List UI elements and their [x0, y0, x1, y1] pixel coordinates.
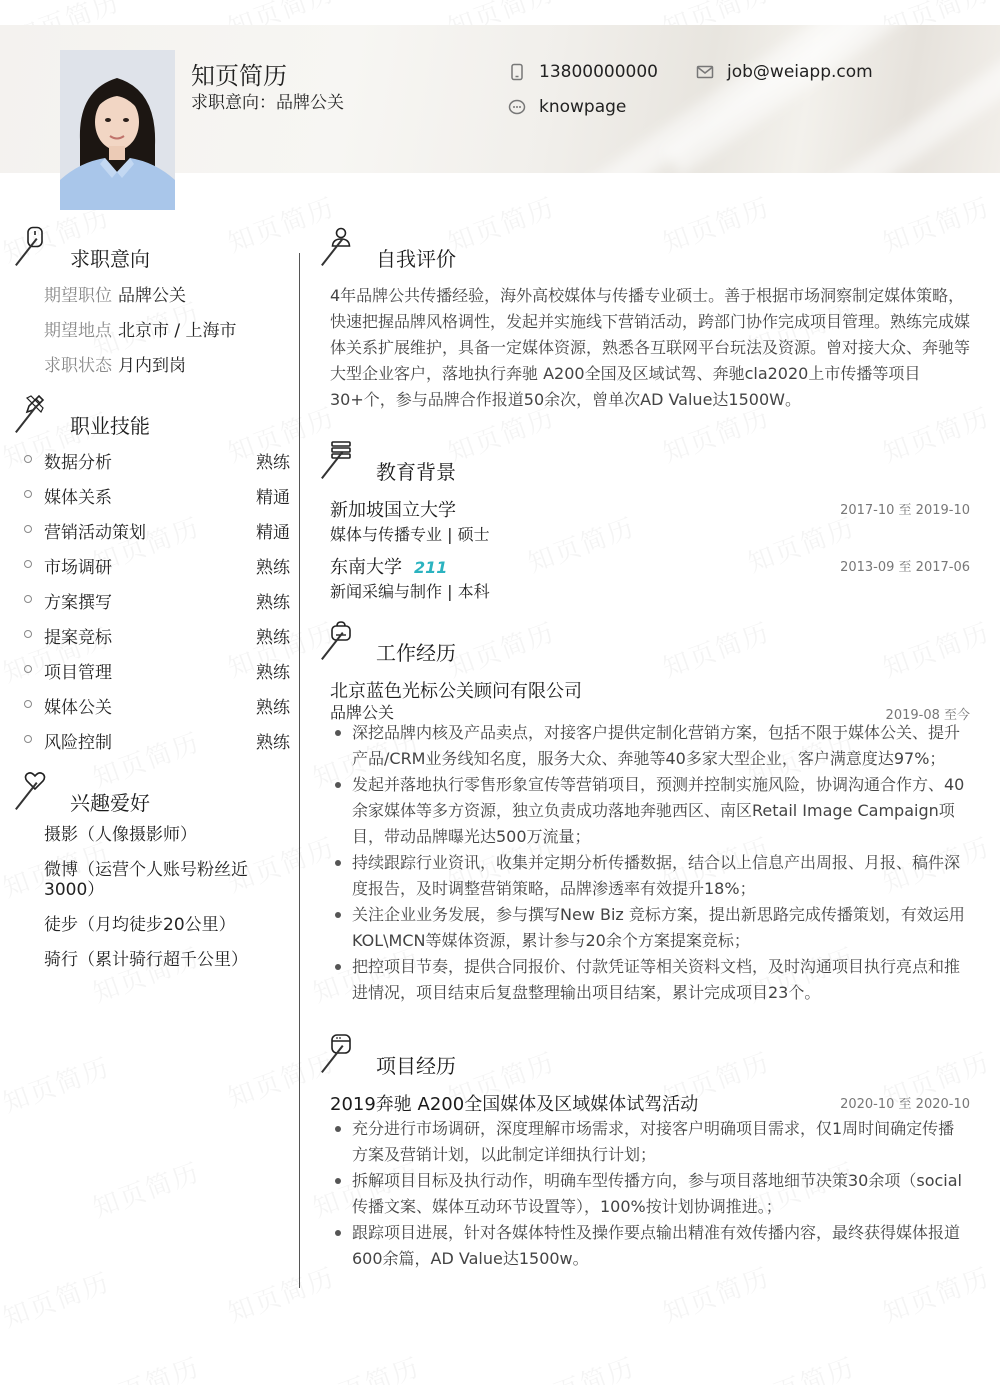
contact-phone [508, 62, 658, 82]
education-detail: 媒体与传播专业 | 硕士 [330, 525, 490, 544]
watermark [222, 1257, 340, 1330]
mouse-icon [24, 226, 46, 248]
skill-item: 媒体公关 熟练 [24, 693, 290, 715]
skill-item: 风险控制 熟练 [24, 728, 290, 750]
watermark [522, 1347, 640, 1385]
watermark [222, 1042, 340, 1115]
watermark [877, 612, 995, 685]
phone-icon [508, 63, 526, 81]
work-role: 品牌公关 [330, 703, 395, 722]
watermark [522, 507, 640, 580]
mail-icon [696, 63, 714, 81]
section-header-education [330, 439, 630, 489]
objective-status: 求职状态 月内到岗 [44, 356, 186, 376]
skill-item: 营销活动策划 精通 [24, 518, 290, 540]
user-icon [330, 226, 352, 248]
contact-email [696, 62, 873, 82]
watermark [657, 187, 775, 260]
list-item: 关注企业业务发展，参与撰写New Biz 竞标方案，提出新思路完成传播策划，有效运用KOL\MCN等媒体资源，累计参与20余个方案提案竞标； [330, 902, 970, 954]
list-item: 把控项目节奏，提供合同报价、付款凭证等相关资料文档，及时沟通项目执行亮点和推进情况，项目结束后复盘整理输出项目结案，累计完成项目23个。 [330, 954, 970, 1006]
watermark [877, 187, 995, 260]
education-detail: 新闻采编与制作 | 本科 [330, 582, 490, 601]
list-item: 持续跟踪行业资讯，收集并定期分析传播数据，结合以上信息产出周报、月报、稿件深度报告，及时调整营销策略，品牌渗透率有效提升18%； [330, 850, 970, 902]
objective-location: 期望地点 北京市 / 上海市 [44, 321, 237, 341]
wechat-id: knowpage [539, 97, 627, 117]
hobby-item: 微博（运营个人账号粉丝近3000） [44, 860, 248, 900]
section-title: 求职意向 [70, 247, 150, 271]
hobby-item: 骑行（累计骑行超千公里） [44, 950, 248, 970]
list-item: 深挖品牌内核及产品卖点，对接客户提供定制化营销方案，包括不限于媒体公关、提升产品/CRM业务线知名度，服务大众、奔驰等40多家大型企业，客户满意度达97%； [330, 720, 970, 772]
watermark [87, 937, 205, 1010]
column-divider [299, 253, 300, 1288]
watermark [307, 1347, 425, 1385]
skill-item: 提案竞标 熟练 [24, 623, 290, 645]
education-date: 2013-09 至 2017-06 [840, 560, 970, 575]
email-address: job@weiapp.com [727, 62, 873, 82]
section-title: 自我评价 [376, 247, 456, 271]
chat-icon [508, 98, 526, 116]
contact-wechat [508, 97, 626, 117]
work-bullets [330, 720, 970, 1006]
books-icon [330, 439, 352, 461]
briefcase-icon [330, 620, 352, 642]
education-school: 新加坡国立大学 [330, 500, 456, 521]
self-evaluation-text: 4年品牌公共传播经验，海外高校媒体与传播专业硕士。善于根据市场洞察制定媒体策略，快速把握品牌风格调性，发起并实施线下营销活动，跨部门协作完成项目管理。熟练完成媒体关系扩展维护，具备一定媒体资源，熟悉各互联网平台玩法及资源。曾对接大众、奔驰等大型企业客户，落地执行奔驰 A200全国及区域试驾、奔驰cla2020上市传播等项目30+个，参与品牌合作报道50余次，曾单次AD Value达1500W。 [330, 286, 971, 409]
watermark [657, 612, 775, 685]
browser-window-icon [330, 1033, 352, 1055]
avatar-photo [60, 50, 175, 210]
section-title: 职业技能 [70, 414, 150, 438]
section-header-project [330, 1033, 630, 1083]
list-item: 充分进行市场调研，深度理解市场需求，对接客户明确项目需求，仅1周时间确定传播方案及营销计划，以此制定详细执行计划； [330, 1116, 970, 1168]
section-header-hobbies [24, 770, 284, 820]
list-item: 拆解项目目标及执行动作，明确车型传播方向，参与项目落地细节决策30余项（social传播文案、媒体互动环节设置等），100%按计划协调推进。； [330, 1168, 970, 1220]
project-date: 2020-10 至 2020-10 [840, 1097, 970, 1112]
section-title: 兴趣爱好 [70, 791, 150, 815]
section-header-skills [24, 393, 284, 443]
section-header-work [330, 620, 630, 670]
skill-item: 市场调研 熟练 [24, 553, 290, 575]
section-title: 教育背景 [376, 460, 456, 484]
section-title: 项目经历 [376, 1054, 456, 1078]
watermark [742, 1347, 860, 1385]
list-item: 跟踪项目进展，针对各媒体特性及操作要点输出精准有效传播内容，最终获得媒体报道600余篇，AD Value达1500w。 [330, 1220, 970, 1272]
section-header-objective [24, 226, 284, 276]
skill-item: 项目管理 熟练 [24, 658, 290, 680]
hobby-item: 摄影（人像摄影师） [44, 825, 197, 845]
watermark [0, 1262, 115, 1335]
pencil-ruler-icon [24, 393, 46, 415]
watermark [87, 1347, 205, 1385]
education-school: 东南大学 211 [330, 557, 448, 578]
hobby-item: 徒步（月均徒步20公里） [44, 915, 236, 935]
work-date: 2019-08 至今 [885, 708, 970, 723]
list-item: 发起并落地执行零售形象宣传等营销项目，预测并控制实施风险，协调沟通合作方、40余家媒体等多方资源，独立负责成功落地奔驰西区、南区Retail Image Campaign项目，带动品牌曝光达500万流量； [330, 772, 970, 850]
education-date: 2017-10 至 2019-10 [840, 503, 970, 518]
project-name: 2019奔驰 A200全国媒体及区域媒体试驾活动 [330, 1094, 699, 1115]
watermark [87, 1152, 205, 1225]
project-bullets [330, 1116, 970, 1272]
section-header-self-eval [330, 226, 630, 276]
watermark [0, 1047, 115, 1120]
skill-item: 媒体关系 精通 [24, 483, 290, 505]
candidate-name: 知页简历 [191, 62, 287, 90]
skill-item: 数据分析 熟练 [24, 448, 290, 470]
objective-position: 期望职位 品牌公关 [44, 286, 186, 306]
phone-number: 13800000000 [539, 62, 658, 82]
objective-subtitle: 求职意向：品牌公关 [191, 93, 344, 113]
section-title: 工作经历 [376, 641, 456, 665]
work-company: 北京蓝色光标公关顾问有限公司 [330, 681, 582, 702]
skill-item: 方案撰写 熟练 [24, 588, 290, 610]
school-tag: 211 [414, 558, 448, 577]
heart-icon [24, 770, 46, 792]
